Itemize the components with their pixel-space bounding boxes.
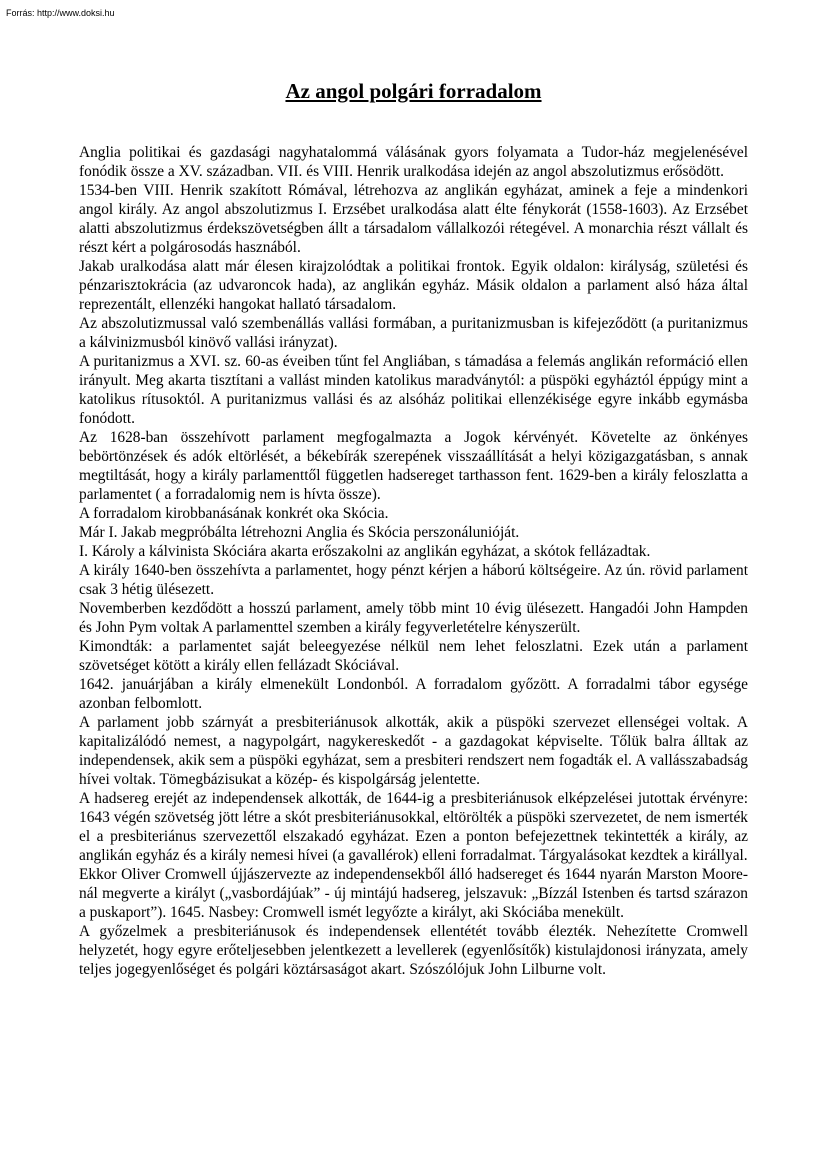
- paragraph: A hadsereg erejét az independensek alkották, de 1644-ig a presbiteriánusok elképzelései jutottak érvényre: 1643 végén szövetség jött létre a skót presbiteriánusokkal, eltörölték a püspöki szervezetet, de nem ismerték el a presbiteriánus szervezettől elszakadó egyházat. Ezen a ponton befejezettnek tekintették a király, az anglikán egyház és a király nemesi hívei (a gavallérok) elleni forradalmat. Tárgyalásokat kezdtek a királlyal.: [79, 790, 748, 864]
- paragraph: Jakab uralkodása alatt már élesen kirajzolódtak a politikai frontok. Egyik oldalon: királyság, születési és pénzarisztokrácia (az udvaroncok hada), az anglikán egyház. Másik oldalon a parlament alsó háza által reprezentált, ellenzéki hangokat hallató társadalom.: [79, 258, 748, 313]
- paragraph: A parlament jobb szárnyát a presbiteriánusok alkották, akik a püspöki szervezet ellenségei voltak. A kapitalizálódó nemest, a nagypolgárt, nagykereskedőt - a gazdagokat képviselte. Tőlük balra álltak az independensek, akik sem a püspöki egyházat, sem a presbiteri rendszert nem fogadták el. A vallásszabadság hívei voltak. Tömegbázisukat a közép- és kispolgárság jelentette.: [79, 714, 748, 788]
- paragraph: Az abszolutizmussal való szembenállás vallási formában, a puritanizmusban is kifejeződött (a puritanizmus a kálvinizmusból kinövő vallási irányzat).: [79, 315, 748, 351]
- paragraph: I. Károly a kálvinista Skóciára akarta erőszakolni az anglikán egyházat, a skótok fellázadtak.: [79, 543, 651, 560]
- paragraph: Ekkor Oliver Cromwell újjászervezte az independensekből álló hadsereget és 1644 nyarán Marston Moore-nál megverte a királyt („vasbordájúak” - új mintájú hadsereg, jelszavuk: „Bízzál Istenben és tartsd szárazon a puskaport”). 1645. Nasbey: Cromwell ismét legyőzte a királyt, aki Skóciába menekült.: [79, 866, 748, 921]
- paragraph: A győzelmek a presbiteriánusok és independensek ellentétét tovább élezték. Nehezítette Cromwell helyzetét, hogy egyre erőteljesebben jelentkezett a levellerek (egyenlősítők) kistulajdonosi irányzata, amely teljes jogegyenlőséget és polgári köztársaságot akart. Szószólójuk John Lilburne volt.: [79, 923, 748, 978]
- paragraph: 1642. januárjában a király elmenekült Londonból. A forradalom győzött. A forradalmi tábor egysége azonban felbomlott.: [79, 676, 748, 712]
- paragraph: Kimondták: a parlamentet saját beleegyezése nélkül nem lehet feloszlatni. Ezek után a parlament szövetséget kötött a király ellen fellázadt Skóciával.: [79, 638, 748, 674]
- paragraph: A király 1640-ben összehívta a parlamentet, hogy pénzt kérjen a háború költségeire. Az ún. rövid parlament csak 3 hétig ülésezett.: [79, 562, 748, 598]
- paragraph: Anglia politikai és gazdasági nagyhatalommá válásának gyors folyamata a Tudor-ház megjelenésével fonódik össze a XV. században. VII. és VIII. Henrik uralkodása idején az angol abszolutizmus erősödött.: [79, 144, 748, 180]
- paragraph: A forradalom kirobbanásának konkrét oka Skócia.: [79, 505, 389, 522]
- paragraph: A puritanizmus a XVI. sz. 60-as éveiben tűnt fel Angliában, s támadása a felemás anglikán reformáció ellen irányult. Meg akarta tisztítani a vallást minden katolikus maradványtól: a püspöki egyháztól éppúgy mint a katolikus rítusoktól. A puritanizmus vallási és az alsóház politikai ellenzékisége egyre inkább egymásba fonódott.: [79, 353, 748, 427]
- paragraph: Már I. Jakab megpróbálta létrehozni Anglia és Skócia perszonálunióját.: [79, 524, 520, 541]
- paragraph: Az 1628-ban összehívott parlament megfogalmazta a Jogok kérvényét. Követelte az önkényes bebörtönzések és adók eltörlését, a békebírák szerepének visszaállítását a helyi közigazgatásban, s annak megtiltását, hogy a király parlamenttől független hadsereget tarthasson fent. 1629-ben a király feloszlatta a parlamentet ( a forradalomig nem is hívta össze).: [79, 429, 748, 503]
- source-label: Forrás: http://www.doksi.hu: [6, 8, 115, 18]
- paragraph: Novemberben kezdődött a hosszú parlament, amely több mint 10 évig ülésezett. Hangadói John Hampden és John Pym voltak A parlamenttel szemben a király fegyverletételre kényszerült.: [79, 600, 748, 636]
- document-body: [79, 143, 748, 979]
- page-title: Az angol polgári forradalom: [285, 79, 542, 103]
- paragraph: 1534-ben VIII. Henrik szakított Rómával, létrehozva az anglikán egyházat, aminek a feje a mindenkori angol király. Az angol abszolutizmus I. Erzsébet uralkodása alatt élte fénykorát (1558-1603). Az Erzsébet alatti abszolutizmus érdekszövetségben állt a társadalom vállalkozói rétegével. A monarchia részt vállalt és részt kért a polgárosodás hasznából.: [79, 182, 748, 256]
